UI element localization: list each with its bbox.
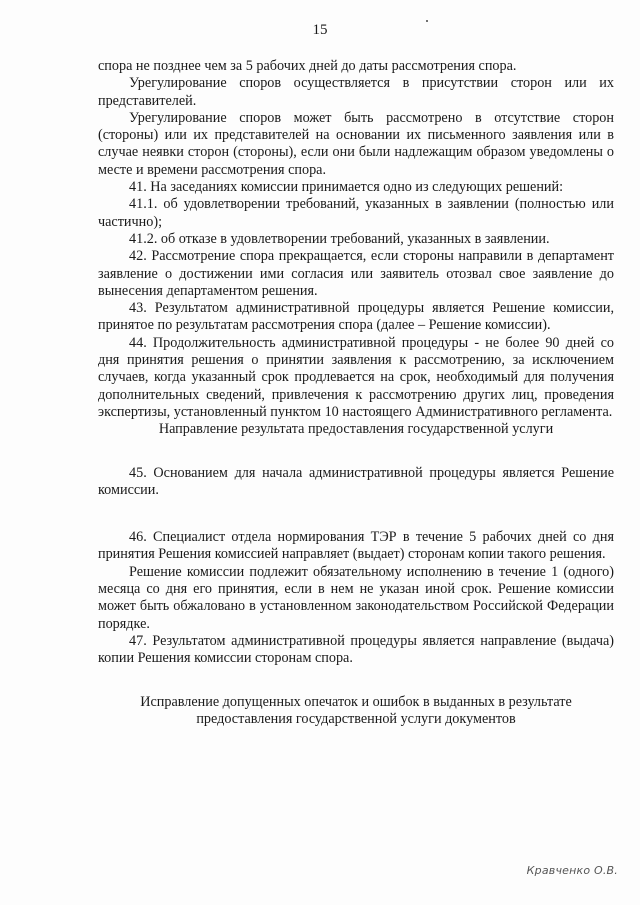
page-number: 15 bbox=[312, 22, 328, 38]
section-heading-corrections-line2: предоставления государственной услуги документов bbox=[196, 710, 516, 727]
paragraph-47: 47. Результатом административной процедуры является направление (выдача) копии Решения комиссии сторонам спора. bbox=[98, 632, 614, 667]
document-body bbox=[98, 58, 614, 728]
section-heading-corrections bbox=[98, 694, 614, 729]
paragraph-settlement-presence: Урегулирование споров осуществляется в присутствии сторон или их представителей. bbox=[98, 75, 614, 109]
paragraph-continuation: спора не позднее чем за 5 рабочих дней до даты рассмотрения спора. bbox=[98, 58, 517, 74]
paragraph-41: 41. На заседаниях комиссии принимается одно из следующих решений: bbox=[129, 179, 564, 196]
paragraph-41-1: 41.1. об удовлетворении требований, указанных в заявлении (полностью или частично); bbox=[98, 196, 614, 230]
paragraph-46: 46. Специалист отдела нормирования ТЭР в течение 5 рабочих дней со дня принятия Решения комиссией направляет (выдает) сторонам копии такого решения. bbox=[98, 529, 614, 563]
paragraph-42: 42. Рассмотрение спора прекращается, если стороны направили в департамент заявление о достижении ими согласия или заявитель отозвал свое заявление до вынесения департаментом решения. bbox=[98, 248, 614, 299]
paragraph-settlement-absence: Урегулирование споров может быть рассмотрено в отсутствие сторон (стороны) или их представителей на основании их письменного заявления или в случае неявки сторон (стороны), если они были надлежащим образом уведомлены о месте и времени рассмотрения спора. bbox=[98, 109, 614, 178]
paragraph-decision-execution: Решение комиссии подлежит обязательному исполнению в течение 1 (одного) месяца со дня его принятия, если в нем не указан иной срок. Решение комиссии может быть обжаловано в установленном законодательством Российской Федерации порядке. bbox=[98, 563, 614, 632]
paragraph-44: 44. Продолжительность административной процедуры - не более 90 дней со дня принятия решения о принятии заявления к рассмотрению, за исключением случаев, когда указанный срок продлевается на срок, необходимый для получения дополнительных сведений, привлечения к рассмотрению других лиц, проведения экспертизы, установленный пунктом 10 настоящего Административного регламента. bbox=[98, 334, 614, 420]
paragraph-45: 45. Основанием для начала административной процедуры является Решение комиссии. bbox=[98, 464, 614, 498]
paragraph-43: 43. Результатом административной процедуры является Решение комиссии, принятое по результатам рассмотрения спора (далее – Решение комиссии). bbox=[98, 300, 614, 334]
footer-signature: Кравченко О.В. bbox=[526, 864, 618, 877]
paragraph-41-2: 41.2. об отказе в удовлетворении требований, указанных в заявлении. bbox=[129, 230, 550, 247]
section-heading-corrections-line1: Исправление допущенных опечаток и ошибок в выданных в результате bbox=[140, 693, 572, 710]
section-heading-result-delivery: Направление результата предоставления государственной услуги bbox=[158, 421, 554, 438]
